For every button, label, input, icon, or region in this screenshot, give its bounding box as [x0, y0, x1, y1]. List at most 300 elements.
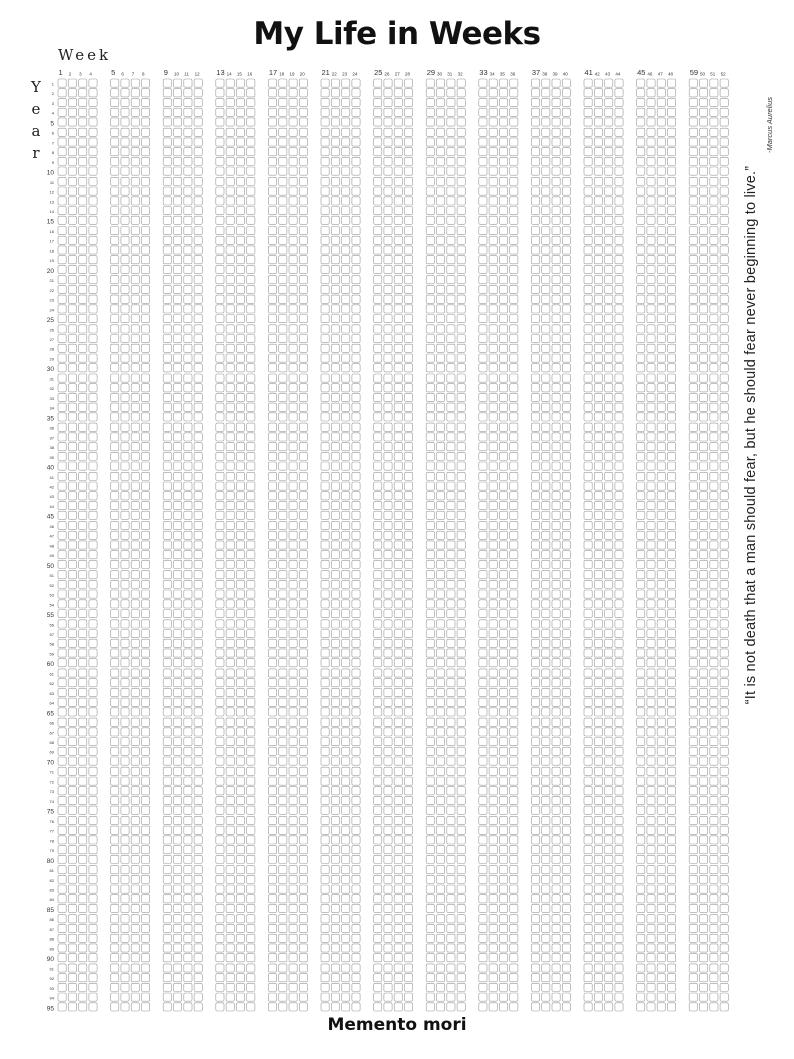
- week-box: [710, 89, 718, 97]
- week-box: [279, 521, 287, 529]
- week-box: [689, 108, 697, 116]
- week-box: [342, 364, 350, 372]
- week-box: [68, 796, 76, 804]
- week-box: [321, 757, 329, 765]
- week-box: [247, 118, 255, 126]
- week-box: [111, 374, 119, 382]
- week-box: [384, 866, 392, 874]
- week-box: [268, 954, 276, 962]
- week-box: [279, 964, 287, 972]
- week-box: [384, 541, 392, 549]
- week-box: [247, 148, 255, 156]
- week-box: [279, 403, 287, 411]
- week-box: [594, 875, 602, 883]
- week-box: [163, 443, 171, 451]
- week-box: [184, 639, 192, 647]
- week-box: [374, 571, 382, 579]
- week-box: [689, 285, 697, 293]
- week-box: [552, 492, 560, 500]
- week-box: [552, 738, 560, 746]
- week-box: [426, 747, 434, 755]
- week-box: [394, 934, 402, 942]
- week-box: [615, 276, 623, 284]
- week-box: [489, 983, 497, 991]
- week-box: [131, 265, 139, 273]
- week-box: [457, 108, 465, 116]
- week-box: [131, 177, 139, 185]
- week-box: [174, 403, 182, 411]
- week-box: [352, 974, 360, 982]
- week-box: [279, 501, 287, 509]
- week-box: [299, 875, 307, 883]
- week-box: [489, 934, 497, 942]
- week-box: [331, 688, 339, 696]
- week-box: [710, 148, 718, 156]
- year-number-label: 56: [49, 622, 54, 628]
- week-box: [479, 806, 487, 814]
- week-box: [226, 197, 234, 205]
- week-box: [552, 855, 560, 863]
- week-box: [615, 806, 623, 814]
- week-box: [342, 767, 350, 775]
- week-box: [447, 747, 455, 755]
- week-box: [58, 895, 66, 903]
- week-box: [657, 787, 665, 795]
- week-box: [236, 688, 244, 696]
- week-box: [216, 423, 224, 431]
- week-box: [79, 138, 87, 146]
- week-box: [531, 295, 539, 303]
- week-box: [542, 954, 550, 962]
- week-box: [279, 511, 287, 519]
- week-box: [720, 187, 728, 195]
- week-box: [720, 295, 728, 303]
- week-box: [637, 177, 645, 185]
- week-box: [637, 964, 645, 972]
- week-box: [79, 285, 87, 293]
- week-box: [384, 335, 392, 343]
- week-box: [394, 836, 402, 844]
- week-box: [394, 207, 402, 215]
- week-box: [374, 403, 382, 411]
- week-box: [194, 895, 202, 903]
- week-box: [447, 285, 455, 293]
- week-box: [584, 79, 592, 87]
- week-box: [174, 747, 182, 755]
- week-box: [111, 462, 119, 470]
- week-box: [352, 128, 360, 136]
- week-box: [615, 177, 623, 185]
- week-box: [279, 649, 287, 657]
- week-box: [352, 531, 360, 539]
- week-box: [111, 138, 119, 146]
- week-box: [247, 492, 255, 500]
- week-box: [331, 325, 339, 333]
- week-number-label: 20: [299, 71, 305, 77]
- week-box: [479, 600, 487, 608]
- week-box: [584, 443, 592, 451]
- week-box: [394, 983, 402, 991]
- week-box: [531, 265, 539, 273]
- week-box: [394, 423, 402, 431]
- week-box: [321, 501, 329, 509]
- week-box: [510, 413, 518, 421]
- week-box: [499, 374, 507, 382]
- week-box: [552, 148, 560, 156]
- week-box: [584, 747, 592, 755]
- week-box: [426, 954, 434, 962]
- week-box: [426, 157, 434, 165]
- week-box: [321, 974, 329, 982]
- week-box: [58, 285, 66, 293]
- week-box: [236, 816, 244, 824]
- week-box: [374, 256, 382, 264]
- week-box: [216, 796, 224, 804]
- week-box: [236, 669, 244, 677]
- week-box: [510, 177, 518, 185]
- week-box: [89, 374, 97, 382]
- week-box: [163, 875, 171, 883]
- week-box: [331, 177, 339, 185]
- week-box: [236, 393, 244, 401]
- week-box: [615, 423, 623, 431]
- year-number-label: 63: [49, 690, 54, 696]
- week-box: [426, 482, 434, 490]
- week-box: [58, 885, 66, 893]
- week-box: [552, 560, 560, 568]
- week-box: [342, 826, 350, 834]
- week-box: [247, 669, 255, 677]
- week-box: [384, 354, 392, 362]
- week-box: [700, 954, 708, 962]
- week-box: [279, 276, 287, 284]
- week-box: [647, 728, 655, 736]
- week-box: [531, 855, 539, 863]
- week-box: [121, 492, 129, 500]
- week-box: [279, 560, 287, 568]
- week-box: [437, 590, 445, 598]
- week-box: [289, 285, 297, 293]
- week-box: [594, 590, 602, 598]
- week-box: [216, 433, 224, 441]
- week-box: [331, 964, 339, 972]
- week-box: [279, 630, 287, 638]
- week-box: [447, 501, 455, 509]
- week-box: [447, 98, 455, 106]
- week-box: [142, 462, 150, 470]
- week-box: [321, 796, 329, 804]
- week-box: [321, 875, 329, 883]
- week-box: [68, 452, 76, 460]
- week-box: [594, 177, 602, 185]
- week-box: [131, 728, 139, 736]
- week-box: [142, 659, 150, 667]
- week-box: [352, 718, 360, 726]
- week-box: [710, 393, 718, 401]
- week-box: [594, 904, 602, 912]
- week-box: [226, 207, 234, 215]
- week-box: [437, 580, 445, 588]
- week-box: [331, 541, 339, 549]
- week-box: [405, 669, 413, 677]
- week-box: [584, 551, 592, 559]
- week-box: [394, 187, 402, 195]
- week-box: [342, 354, 350, 362]
- week-box: [89, 866, 97, 874]
- week-box: [79, 413, 87, 421]
- week-box: [637, 216, 645, 224]
- week-box: [531, 384, 539, 392]
- week-box: [79, 472, 87, 480]
- week-box: [552, 443, 560, 451]
- week-box: [605, 600, 613, 608]
- week-box: [700, 639, 708, 647]
- week-box: [394, 531, 402, 539]
- week-box: [615, 79, 623, 87]
- week-box: [384, 276, 392, 284]
- week-box: [594, 757, 602, 765]
- week-box: [374, 315, 382, 323]
- week-box: [58, 669, 66, 677]
- week-box: [194, 669, 202, 677]
- week-box: [289, 610, 297, 618]
- week-box: [236, 659, 244, 667]
- week-box: [321, 393, 329, 401]
- week-box: [299, 806, 307, 814]
- week-box: [594, 462, 602, 470]
- week-box: [142, 157, 150, 165]
- week-box: [58, 866, 66, 874]
- week-box: [720, 630, 728, 638]
- week-box: [426, 708, 434, 716]
- week-box: [226, 580, 234, 588]
- week-box: [605, 846, 613, 854]
- week-box: [279, 148, 287, 156]
- week-box: [720, 521, 728, 529]
- week-box: [584, 924, 592, 932]
- week-box: [710, 285, 718, 293]
- week-box: [352, 836, 360, 844]
- week-box: [689, 413, 697, 421]
- week-box: [216, 216, 224, 224]
- week-box: [426, 89, 434, 97]
- week-box: [279, 413, 287, 421]
- week-box: [668, 846, 676, 854]
- week-box: [142, 620, 150, 628]
- week-box: [331, 393, 339, 401]
- week-box: [584, 875, 592, 883]
- week-box: [163, 747, 171, 755]
- week-box: [710, 462, 718, 470]
- week-box: [647, 148, 655, 156]
- week-box: [637, 492, 645, 500]
- week-box: [647, 128, 655, 136]
- week-box: [121, 511, 129, 519]
- week-box: [499, 895, 507, 903]
- week-box: [657, 256, 665, 264]
- week-box: [531, 796, 539, 804]
- week-box: [174, 197, 182, 205]
- week-box: [447, 207, 455, 215]
- week-box: [321, 265, 329, 273]
- week-box: [352, 669, 360, 677]
- week-box: [268, 679, 276, 687]
- week-box: [405, 335, 413, 343]
- week-box: [194, 227, 202, 235]
- week-box: [479, 796, 487, 804]
- week-box: [163, 866, 171, 874]
- week-box: [68, 620, 76, 628]
- week-box: [447, 708, 455, 716]
- week-box: [289, 669, 297, 677]
- week-box: [668, 816, 676, 824]
- week-box: [447, 610, 455, 618]
- week-box: [216, 207, 224, 215]
- week-box: [184, 649, 192, 657]
- week-box: [584, 796, 592, 804]
- week-box: [331, 492, 339, 500]
- week-box: [342, 423, 350, 431]
- week-box: [479, 738, 487, 746]
- week-box: [374, 816, 382, 824]
- week-box: [584, 344, 592, 352]
- week-box: [58, 265, 66, 273]
- week-box: [552, 501, 560, 509]
- week-box: [689, 246, 697, 254]
- week-box: [457, 787, 465, 795]
- week-box: [552, 108, 560, 116]
- week-box: [668, 197, 676, 205]
- week-box: [637, 787, 645, 795]
- week-box: [720, 98, 728, 106]
- week-box: [216, 452, 224, 460]
- week-box: [499, 335, 507, 343]
- week-box: [279, 934, 287, 942]
- week-box: [184, 285, 192, 293]
- week-box: [79, 187, 87, 195]
- week-box: [647, 157, 655, 165]
- week-box: [479, 974, 487, 982]
- week-box: [562, 295, 570, 303]
- week-box: [131, 236, 139, 244]
- week-box: [510, 610, 518, 618]
- week-box: [331, 433, 339, 441]
- week-box: [184, 492, 192, 500]
- week-box: [131, 875, 139, 883]
- week-box: [68, 728, 76, 736]
- week-box: [637, 757, 645, 765]
- week-box: [437, 118, 445, 126]
- week-box: [131, 295, 139, 303]
- week-box: [700, 679, 708, 687]
- week-box: [700, 777, 708, 785]
- week-box: [562, 679, 570, 687]
- week-box: [111, 128, 119, 136]
- week-box: [89, 207, 97, 215]
- week-box: [562, 393, 570, 401]
- week-box: [226, 128, 234, 136]
- week-box: [121, 718, 129, 726]
- week-box: [194, 236, 202, 244]
- week-box: [405, 148, 413, 156]
- week-box: [594, 354, 602, 362]
- week-box: [510, 551, 518, 559]
- week-box: [342, 108, 350, 116]
- week-box: [584, 974, 592, 982]
- week-box: [163, 472, 171, 480]
- week-box: [657, 551, 665, 559]
- week-box: [562, 806, 570, 814]
- week-box: [216, 915, 224, 923]
- year-number-label: 45: [46, 513, 54, 521]
- week-box: [489, 167, 497, 175]
- week-box: [542, 177, 550, 185]
- week-box: [111, 443, 119, 451]
- week-box: [142, 452, 150, 460]
- week-box: [79, 521, 87, 529]
- week-box: [121, 757, 129, 765]
- year-number-label: 3: [51, 100, 54, 106]
- week-number-label: 21: [321, 68, 330, 77]
- week-box: [194, 954, 202, 962]
- week-box: [163, 708, 171, 716]
- week-box: [700, 246, 708, 254]
- week-box: [342, 590, 350, 598]
- week-box: [268, 560, 276, 568]
- week-box: [289, 265, 297, 273]
- week-box: [331, 413, 339, 421]
- week-box: [216, 728, 224, 736]
- week-box: [111, 866, 119, 874]
- week-box: [584, 472, 592, 480]
- week-box: [647, 836, 655, 844]
- week-box: [374, 285, 382, 293]
- week-box: [142, 374, 150, 382]
- week-box: [437, 227, 445, 235]
- week-box: [58, 610, 66, 618]
- week-box: [194, 256, 202, 264]
- week-box: [194, 167, 202, 175]
- week-box: [68, 462, 76, 470]
- week-box: [194, 708, 202, 716]
- week-box: [111, 364, 119, 372]
- week-box: [668, 167, 676, 175]
- week-box: [531, 197, 539, 205]
- week-box: [174, 610, 182, 618]
- week-box: [184, 276, 192, 284]
- week-box: [68, 590, 76, 598]
- week-box: [131, 393, 139, 401]
- week-box: [142, 197, 150, 205]
- week-box: [499, 305, 507, 313]
- week-box: [131, 571, 139, 579]
- week-box: [279, 816, 287, 824]
- week-box: [657, 698, 665, 706]
- week-box: [437, 934, 445, 942]
- week-box: [79, 728, 87, 736]
- week-box: [605, 227, 613, 235]
- week-box: [68, 79, 76, 87]
- week-box: [426, 531, 434, 539]
- week-box: [289, 256, 297, 264]
- week-box: [142, 246, 150, 254]
- week-box: [499, 983, 507, 991]
- week-box: [268, 659, 276, 667]
- week-box: [394, 305, 402, 313]
- week-box: [637, 403, 645, 411]
- week-box: [226, 806, 234, 814]
- week-box: [342, 315, 350, 323]
